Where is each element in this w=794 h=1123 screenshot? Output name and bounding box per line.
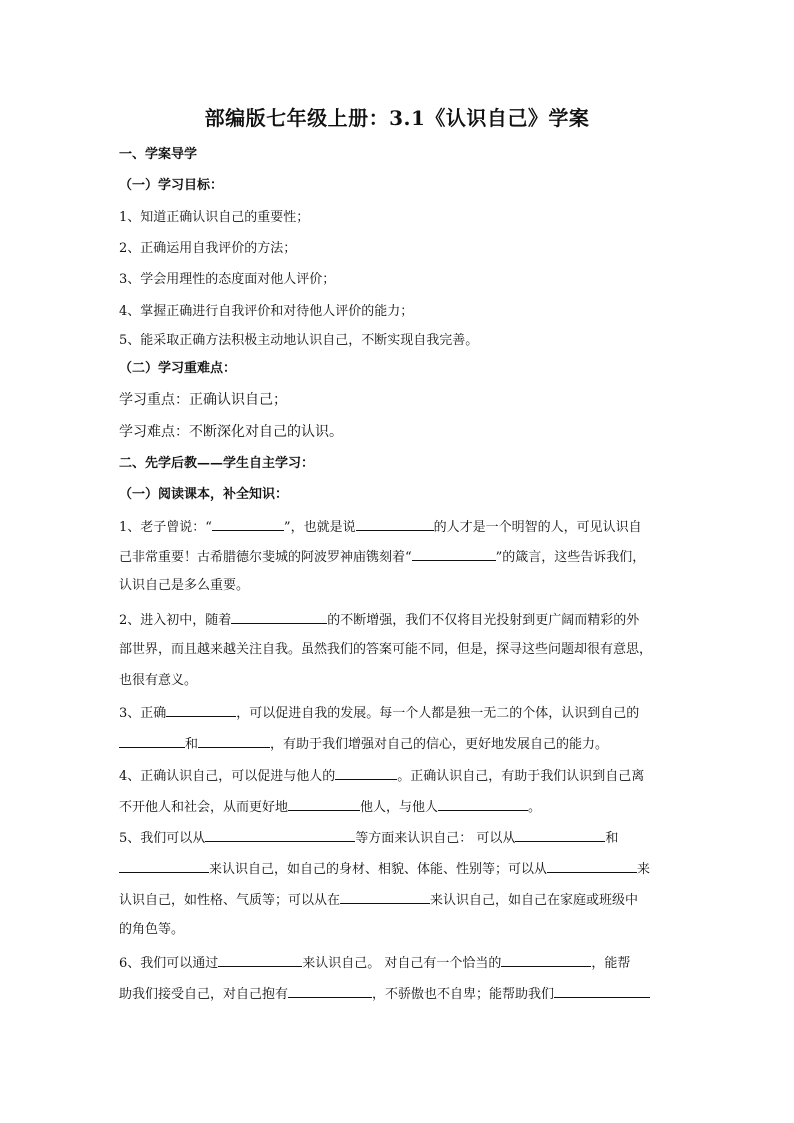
question-1-line-2 — [119, 548, 679, 566]
text: 他人，与他人 — [360, 800, 439, 815]
text: ，可以促进自我的发展。每一个人都是独一无二的个体，认识到自己的 — [236, 706, 640, 721]
fill-blank[interactable] — [218, 954, 302, 967]
text: 。 — [528, 800, 542, 815]
text: 4、正确认识自己，可以促进与他人的 — [119, 769, 336, 784]
fill-blank[interactable] — [205, 829, 355, 842]
text: 1、老子曾说：“ — [119, 520, 212, 535]
question-3-line-1 — [119, 704, 679, 722]
goal-item: 2、正确运用自我评价的方法； — [119, 241, 297, 256]
fill-blank[interactable] — [212, 518, 284, 531]
goal-item: 4、掌握正确进行自我评价和对待他人评价的能力； — [119, 304, 414, 319]
question-2-line-1 — [119, 611, 679, 629]
question-2-line-2: 部世界，而且越来越关注自我。虽然我们的答案可能不同，但是，探寻这些问题却很有意思， — [119, 642, 653, 657]
question-4-line-1 — [119, 767, 679, 785]
question-4-line-2 — [119, 798, 679, 816]
question-2-line-3: 也很有意义。 — [119, 673, 198, 688]
question-5-line-3 — [119, 891, 679, 909]
section-heading-self-study: 二、先学后教——学生自主学习： — [119, 456, 315, 471]
text: 助我们接受自己，对自己抱有 — [119, 987, 289, 1002]
fill-blank[interactable] — [198, 735, 270, 748]
fill-blank[interactable] — [288, 985, 372, 998]
question-3-line-2 — [119, 735, 679, 753]
text: 。正确认识自己，有助于我们认识到自己离 — [397, 769, 645, 784]
text: 来认识自己。 对自己有一个恰当的 — [302, 956, 502, 971]
goal-item: 1、知道正确认识自己的重要性； — [119, 210, 310, 225]
section-heading-guide: 一、学案导学 — [119, 147, 198, 162]
text: ”的箴言，这些告诉我们， — [495, 550, 646, 565]
question-1-line-3: 认识自己是多么重要。 — [119, 578, 250, 593]
key-point: 学习重点：正确认识自己； — [119, 392, 287, 408]
fill-blank[interactable] — [547, 860, 637, 873]
text: 不开他人和社会，从而更好地 — [119, 800, 289, 815]
text: 来 — [637, 862, 651, 877]
text: 5、我们可以从 — [119, 831, 206, 846]
goal-item: 3、学会用理性的态度面对他人评价； — [119, 272, 336, 287]
question-1-line-1 — [119, 518, 679, 536]
fill-blank[interactable] — [335, 767, 397, 780]
fill-blank[interactable] — [340, 891, 430, 904]
text: 等方面来认识自己： 可以从 — [355, 831, 516, 846]
text: ，有助于我们增强对自己的信心，更好地发展自己的能力。 — [270, 737, 609, 752]
fill-blank[interactable] — [356, 518, 434, 531]
fill-blank[interactable] — [501, 954, 591, 967]
text: ，能帮 — [591, 956, 631, 971]
fill-blank[interactable] — [554, 985, 650, 998]
question-5-line-2 — [119, 860, 679, 878]
text: 6、我们可以通过 — [119, 956, 219, 971]
fill-blank[interactable] — [119, 735, 185, 748]
text: 2、进入初中，随着 — [119, 613, 232, 628]
question-5-line-4: 的角色等。 — [119, 922, 185, 937]
fill-blank[interactable] — [119, 860, 209, 873]
text: 认识自己，如性格、气质等；可以从在 — [119, 893, 341, 908]
text: ，不骄傲也不自卑；能帮助我们 — [372, 987, 555, 1002]
question-5-line-1 — [119, 829, 679, 847]
text: 的人才是一个明智的人，可见认识自 — [433, 520, 642, 535]
document-title: 部编版七年级上册：3.1《认识自己》学案 — [204, 106, 590, 130]
subheading-goals: （一）学习目标： — [119, 178, 224, 193]
goal-item: 5、能采取正确方法积极主动地认识自己，不断实现自我完善。 — [119, 333, 479, 348]
text: 3、正确 — [119, 706, 167, 721]
difficult-point: 学习难点：不断深化对自己的认识。 — [119, 424, 343, 440]
text: 和 — [185, 737, 199, 752]
fill-blank[interactable] — [288, 798, 360, 811]
fill-blank[interactable] — [231, 611, 327, 624]
text: 己非常重要！古希腊德尔斐城的阿波罗神庙镌刻着“ — [119, 550, 412, 565]
subheading-read-textbook: （一）阅读课本，补全知识： — [119, 487, 289, 502]
question-6-line-1 — [119, 954, 679, 972]
question-6-line-2 — [119, 985, 679, 1003]
text: 的不断增强，我们不仅将目光投射到更广阔而精彩的外 — [327, 613, 640, 628]
text: ”，也就是说 — [283, 520, 356, 535]
text: 和 — [605, 831, 619, 846]
text: 来认识自己，如自己的身材、相貌、体能、性别等；可以从 — [209, 862, 548, 877]
fill-blank[interactable] — [515, 829, 605, 842]
fill-blank[interactable] — [166, 704, 236, 717]
fill-blank[interactable] — [438, 798, 528, 811]
text: 来认识自己，如自己在家庭或班级中 — [430, 893, 639, 908]
fill-blank[interactable] — [412, 548, 496, 561]
subheading-key-points: （二）学习重难点： — [119, 361, 237, 376]
